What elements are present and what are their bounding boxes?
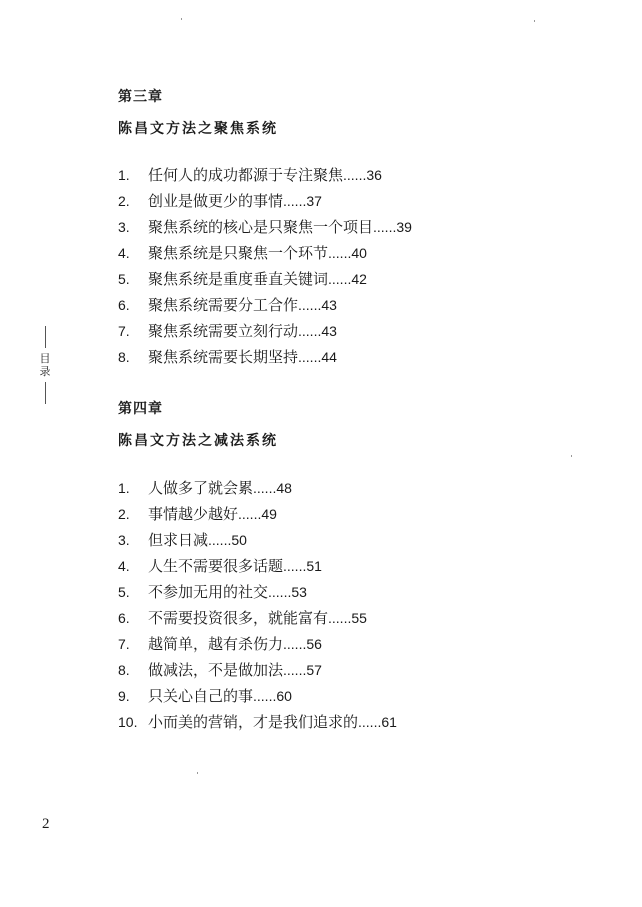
toc-entry [118, 657, 397, 683]
toc-entry-number: 2. [118, 506, 130, 522]
toc-entry-page: ......43 [298, 323, 337, 339]
toc-entry [118, 344, 412, 370]
toc-entry-page: ......40 [328, 245, 367, 261]
scan-speck [197, 772, 198, 774]
toc-entry-number: 1. [118, 480, 130, 496]
toc-entry-number: 5. [118, 584, 130, 600]
toc-entry-title: 不参加无用的社交 [148, 583, 269, 601]
scan-speck [181, 18, 182, 20]
toc-entry-title: 小而美的营销，才是我们追求的 [148, 713, 359, 731]
toc-entry [118, 318, 412, 344]
toc-entry-title: 聚焦系统需要长期坚持 [148, 348, 299, 366]
scan-speck [571, 455, 572, 457]
toc-entry-page: ......53 [268, 584, 307, 600]
toc-entry [118, 579, 397, 605]
toc-entry-page: ......42 [328, 271, 367, 287]
toc-entry-title: 事情越少越好 [148, 505, 239, 523]
toc-entry-number: 4. [118, 558, 130, 574]
toc-entry [118, 527, 397, 553]
toc-entry-number: 6. [118, 297, 130, 313]
chapter-title: 陈昌文方法之减法系统 [118, 433, 278, 449]
toc-entry-page: ......44 [298, 349, 337, 365]
toc-entry-page: ......36 [343, 167, 382, 183]
toc-entry-page: ......48 [253, 480, 292, 496]
toc-entry [118, 266, 412, 292]
page-number: 2 [42, 816, 50, 832]
toc-entry [118, 501, 397, 527]
toc-entry-page: ......39 [373, 219, 412, 235]
toc-entry-number: 7. [118, 636, 130, 652]
toc-entry-page: ......51 [283, 558, 322, 574]
toc-entry-number: 2. [118, 193, 130, 209]
toc-entry-page: ......49 [238, 506, 277, 522]
toc-entry [118, 605, 397, 631]
toc-entry-number: 10. [118, 714, 138, 730]
toc-entry [118, 292, 412, 318]
toc-entry-number: 1. [118, 167, 130, 183]
chapter-label: 第四章 [118, 401, 163, 417]
toc-entry-number: 8. [118, 662, 130, 678]
toc-entry-number: 9. [118, 688, 130, 704]
toc-entry-number: 7. [118, 323, 130, 339]
toc-entry-title: 聚焦系统的核心是只聚焦一个项目 [148, 218, 374, 236]
toc-entry-page: ......55 [328, 610, 367, 626]
toc-entry-page: ......60 [253, 688, 292, 704]
toc-entry-page: ......50 [208, 532, 247, 548]
toc-entry-title: 聚焦系统需要立刻行动 [148, 322, 299, 340]
toc-entry-number: 6. [118, 610, 130, 626]
toc-entry-title: 聚焦系统是重度垂直关键词 [148, 270, 329, 288]
toc-entry [118, 162, 412, 188]
side-tab [36, 326, 54, 404]
toc-entry-title: 聚焦系统是只聚焦一个环节 [148, 244, 329, 262]
toc-entry-title: 做减法，不是做加法 [148, 661, 284, 679]
toc-entry-page: ......61 [358, 714, 397, 730]
toc-entry-title: 但求日减 [148, 531, 209, 549]
chapter-label: 第三章 [118, 89, 163, 105]
toc-entry [118, 631, 397, 657]
toc-entry-page: ......57 [283, 662, 322, 678]
toc-entry-title: 不需要投资很多，就能富有 [148, 609, 329, 627]
toc-entry-title: 任何人的成功都源于专注聚焦 [148, 166, 344, 184]
toc-entry-page: ......56 [283, 636, 322, 652]
toc-entry [118, 188, 412, 214]
toc-entry [118, 214, 412, 240]
toc-entry-number: 5. [118, 271, 130, 287]
toc-entry-title: 人生不需要很多话题 [148, 557, 284, 575]
toc-entry-number: 4. [118, 245, 130, 261]
toc-entry-title: 聚焦系统需要分工合作 [148, 296, 299, 314]
toc-entry-title: 只关心自己的事 [148, 687, 254, 705]
side-tab-bottom-line [45, 382, 46, 404]
toc-entry-page: ......37 [283, 193, 322, 209]
toc-entry [118, 240, 412, 266]
toc-entry-number: 3. [118, 219, 130, 235]
chapter-4-heading [118, 400, 278, 450]
toc-entry-title: 越简单，越有杀伤力 [148, 635, 284, 653]
toc-entry [118, 475, 397, 501]
chapter-3-toc [118, 162, 412, 370]
toc-entry-number: 3. [118, 532, 130, 548]
chapter-title: 陈昌文方法之聚焦系统 [118, 121, 278, 137]
toc-entry-title: 创业是做更少的事情 [148, 192, 284, 210]
chapter-3-heading [118, 88, 278, 138]
side-tab-top-line [45, 326, 46, 348]
toc-entry-title: 人做多了就会累 [148, 479, 254, 497]
chapter-4-toc [118, 475, 397, 735]
toc-entry [118, 709, 397, 735]
toc-entry-page: ......43 [298, 297, 337, 313]
toc-entry-number: 8. [118, 349, 130, 365]
side-tab-label: 目录 [39, 352, 51, 378]
toc-entry [118, 683, 397, 709]
scan-speck [534, 20, 535, 22]
toc-entry [118, 553, 397, 579]
